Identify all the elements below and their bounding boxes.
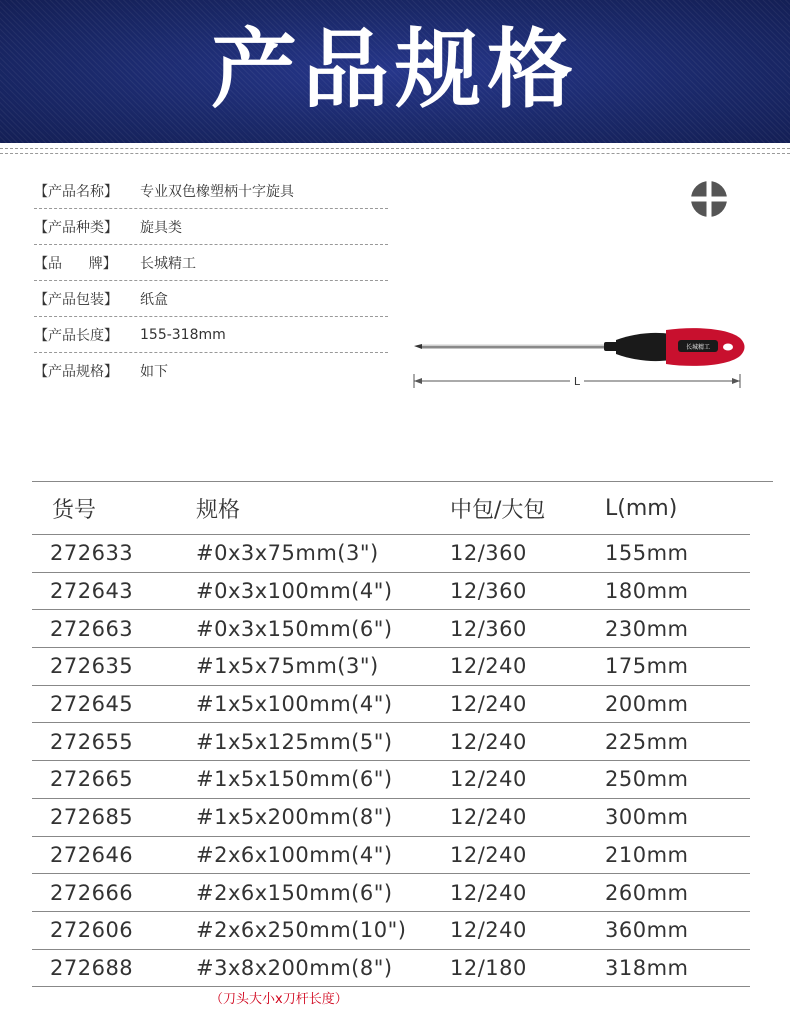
divider <box>0 148 790 149</box>
spec-label: 【产品长度】 <box>34 327 118 344</box>
spec-row-spec <box>34 353 388 389</box>
cell-pack: 12/360 <box>450 541 527 566</box>
table-row <box>32 648 750 686</box>
spec-value: 专业双色橡塑柄十字旋具 <box>140 183 294 200</box>
cell-length: 175mm <box>605 654 689 679</box>
cell-length: 155mm <box>605 541 689 566</box>
cell-length: 318mm <box>605 955 689 980</box>
cell-pack: 12/240 <box>450 842 527 867</box>
cell-pack: 12/240 <box>450 654 527 679</box>
cell-spec: #1x5x150mm(6") <box>196 767 393 792</box>
table-row <box>32 686 750 724</box>
banner <box>0 0 790 143</box>
cell-pack: 12/240 <box>450 692 527 717</box>
spec-label: 【品 牌】 <box>34 255 117 272</box>
cell-length: 250mm <box>605 767 689 792</box>
cell-spec: #0x3x100mm(4") <box>196 579 393 604</box>
spec-row-brand <box>34 245 388 281</box>
spec-label: 【产品规格】 <box>34 364 118 380</box>
header-item-no: 货号 <box>52 497 97 523</box>
cell-spec: #2x6x250mm(10") <box>196 918 407 943</box>
header-pack: 中包/大包 <box>450 497 546 523</box>
cell-spec: #2x6x150mm(6") <box>196 880 393 905</box>
cell-item-no: 272655 <box>50 729 134 754</box>
cell-pack: 12/240 <box>450 767 527 792</box>
cell-spec: #1x5x75mm(3") <box>196 654 379 679</box>
table-row <box>32 874 750 912</box>
spec-value: 旋具类 <box>140 219 182 236</box>
table-row <box>32 610 750 648</box>
length-label: L <box>573 375 581 388</box>
spec-value: 纸盒 <box>140 291 168 308</box>
spec-row-category <box>34 209 388 245</box>
cell-spec: #0x3x75mm(3") <box>196 541 379 566</box>
cell-item-no: 272635 <box>50 654 134 679</box>
cell-spec: #1x5x125mm(5") <box>196 729 393 754</box>
spec-row-package <box>34 281 388 317</box>
spec-value: 长城精工 <box>140 255 196 272</box>
brand-mark: 长城精工 <box>685 344 711 351</box>
cell-item-no: 272643 <box>50 579 134 604</box>
cell-pack: 12/240 <box>450 918 527 943</box>
cell-length: 200mm <box>605 692 689 717</box>
phillips-cross-icon <box>690 180 728 218</box>
cell-pack: 12/180 <box>450 955 527 980</box>
header-length: L(mm) <box>605 495 678 521</box>
screwdriver-illustration <box>408 318 748 398</box>
cell-item-no: 272685 <box>50 805 134 830</box>
cell-length: 260mm <box>605 880 689 905</box>
divider <box>0 153 790 154</box>
table-row <box>32 761 750 799</box>
spec-label: 【产品种类】 <box>34 219 118 236</box>
cell-item-no: 272646 <box>50 842 134 867</box>
cell-spec: #3x8x200mm(8") <box>196 955 393 980</box>
cell-item-no: 272606 <box>50 918 134 943</box>
cell-spec: #1x5x100mm(4") <box>196 692 393 717</box>
cell-pack: 12/240 <box>450 729 527 754</box>
table-row <box>32 912 750 950</box>
cell-pack: 12/360 <box>450 579 527 604</box>
page-title: 产品规格 <box>211 20 579 120</box>
table-row <box>32 535 750 573</box>
table-row <box>32 799 750 837</box>
spec-list <box>34 173 388 389</box>
table-row <box>32 837 750 875</box>
cell-length: 300mm <box>605 805 689 830</box>
cell-length: 210mm <box>605 842 689 867</box>
cell-length: 225mm <box>605 729 689 754</box>
table-header <box>32 482 750 535</box>
cell-item-no: 272665 <box>50 767 134 792</box>
spec-label: 【产品名称】 <box>34 183 118 200</box>
cell-spec: #2x6x100mm(4") <box>196 842 393 867</box>
table-row <box>32 723 750 761</box>
spec-label: 【产品包装】 <box>34 291 118 308</box>
spec-table <box>32 482 750 987</box>
spec-row-length <box>34 317 388 353</box>
cell-pack: 12/240 <box>450 805 527 830</box>
spec-row-name <box>34 173 388 209</box>
table-row <box>32 573 750 611</box>
handle-black <box>616 333 670 361</box>
header-spec: 规格 <box>196 497 241 523</box>
spec-note: （刀头大小x刀杆长度） <box>210 992 348 1007</box>
cell-pack: 12/360 <box>450 616 527 641</box>
cell-spec: #0x3x150mm(6") <box>196 616 393 641</box>
cell-length: 230mm <box>605 616 689 641</box>
spec-value: 155-318mm <box>140 326 226 343</box>
cell-spec: #1x5x200mm(8") <box>196 805 393 830</box>
cell-item-no: 272666 <box>50 880 134 905</box>
table-row <box>32 950 750 988</box>
cell-length: 180mm <box>605 579 689 604</box>
cell-length: 360mm <box>605 918 689 943</box>
cell-item-no: 272688 <box>50 955 134 980</box>
spec-value: 如下 <box>140 364 168 380</box>
cell-item-no: 272633 <box>50 541 134 566</box>
cell-item-no: 272645 <box>50 692 134 717</box>
cell-item-no: 272663 <box>50 616 134 641</box>
cell-pack: 12/240 <box>450 880 527 905</box>
